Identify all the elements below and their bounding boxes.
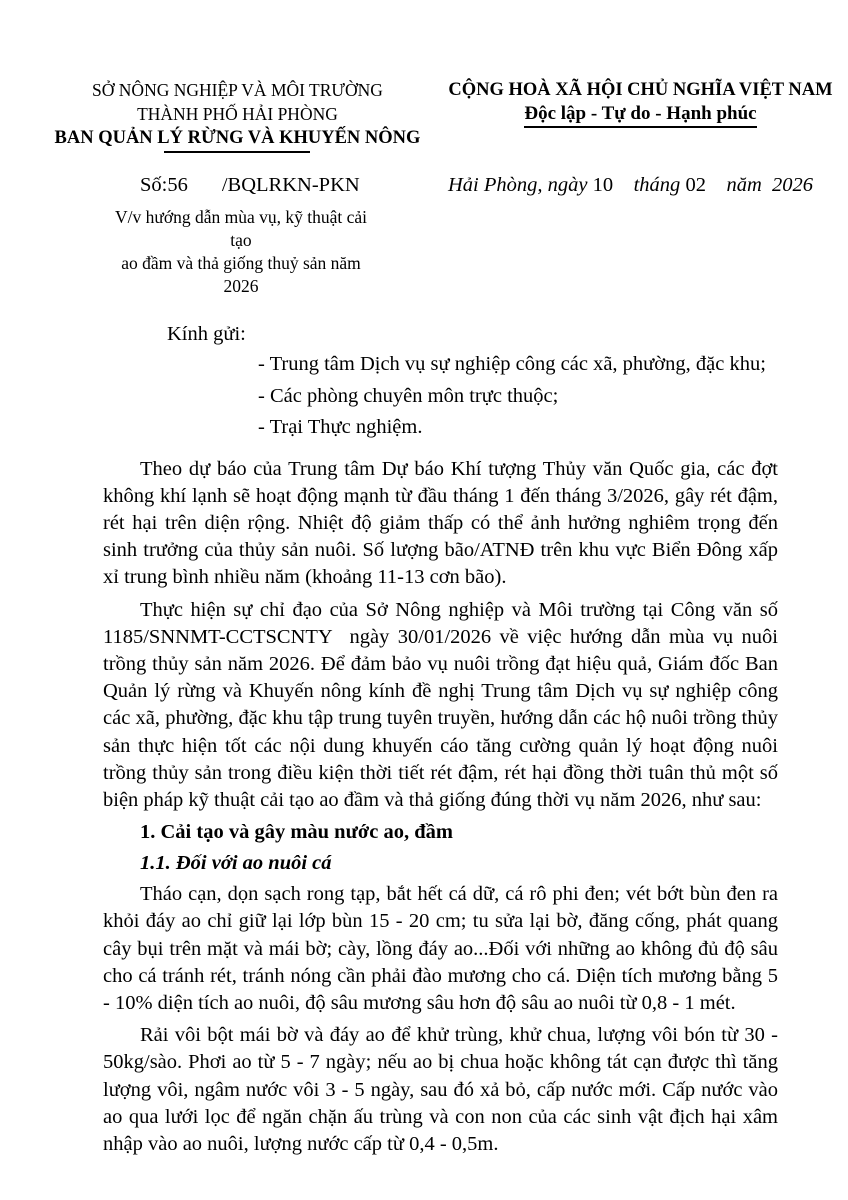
section-heading-1-1: 1.1. Đối với ao nuôi cá	[140, 852, 332, 875]
national-header-block	[447, 78, 834, 153]
document-number-row	[0, 172, 848, 199]
recipient-item: - Trung tâm Dịch vụ sự nghiệp công các xã, phường, đặc khu;	[258, 353, 766, 375]
recipient-item: - Trại Thực nghiệm.	[258, 416, 423, 438]
issuing-org-block	[28, 78, 447, 153]
date-year-label: năm	[705, 174, 772, 196]
org-city-name: THÀNH PHỐ HẢI PHÒNG	[137, 104, 338, 124]
org-name-underline	[164, 151, 310, 153]
document-number-label: Số:56	[140, 174, 188, 196]
date-month-label: tháng	[613, 174, 686, 196]
recipients-label: Kính gửi:	[167, 323, 246, 345]
paragraph-lime-treatment: Rải vôi bột mái bờ và đáy ao để khử trùng, khử chua, lượng vôi bón từ 30 - 50kg/sào. Phơi ao từ 5 - 7 ngày; nếu ao bị chua hoặc không tát cạn được thì tăng lượng vôi, ngâm nước vôi 3 - 5 ngày, sau đó xả bỏ, cấp nước mới. Cấp nước vào ao qua lưới lọc để ngăn chặn ấu trùng và con non của các sinh vật địch hại xâm nhập vào ao nuôi, lượng nước cấp từ 0,4 - 0,5m.	[103, 1024, 778, 1155]
recipients-block	[167, 319, 848, 444]
document-number	[140, 172, 360, 199]
date-year: 2026	[772, 174, 813, 196]
paragraph-pond-preparation: Tháo cạn, dọn sạch rong tạp, bắt hết cá dữ, cá rô phi đen; vét bớt bùn đen ra khỏi đáy ao chỉ giữ lại lớp bùn 15 - 20 cm; tu sửa lại bờ, đăng cống, phát quang cây bụi trên mặt và mái bờ; cày, lồng đáy ao...Đối với những ao không đủ độ sâu cho cá tránh rét, tránh nóng cần phải đào mương cho cá. Diện tích mương bằng 5 - 10% diện tích ao nuôi, độ sâu mương sâu hơn độ sâu ao nuôi từ 0,8 - 1 mét.	[103, 883, 778, 1014]
org-parent-name: SỞ NÔNG NGHIỆP VÀ MÔI TRƯỜNG	[92, 80, 383, 100]
recipient-item: - Các phòng chuyên môn trực thuộc;	[258, 384, 559, 407]
national-title: CỘNG HOÀ XÃ HỘI CHỦ NGHĨA VIỆT NAM	[448, 80, 833, 100]
subject-block	[104, 206, 378, 298]
paragraph-weather-forecast: Theo dự báo của Trung tâm Dự báo Khí tượng Thủy văn Quốc gia, các đợt không khí lạnh sẽ hoạt động mạnh từ đầu tháng 1 đến tháng 3/2026, gây rét đậm, rét hại trên diện rộng. Nhiệt độ giảm thấp có thể ảnh hưởng nghiêm trọng đến sinh trưởng của thủy sản nuôi. Số lượng bão/ATNĐ trên khu vực Biển Đông xấp xỉ trung bình nhiều năm (khoảng 11-13 cơn bão).	[103, 457, 778, 589]
date-day: 10	[592, 174, 614, 196]
recipients-list	[258, 349, 848, 444]
place-date-prefix: Hải Phòng, ngày	[447, 174, 593, 196]
paragraph-directive: Thực hiện sự chỉ đạo của Sở Nông nghiệp và Môi trường tại Công văn số 1185/SNNMT-CCTSCNTY ngày 30/01/2026 về việc hướng dẫn mùa vụ nuôi trồng thủy sản năm 2026. Để đảm bảo vụ nuôi trồng đạt hiệu quả, Giám đốc Ban Quản lý rừng và Khuyến nông kính đề nghị Trung tâm Dịch vụ sự nghiệp công các xã, phường, đặc khu tập trung tuyên truyền, hướng dẫn các hộ nuôi trồng thủy sản thực hiện tốt các nội dung khuyến cáo tăng cường quản lý hoạt động nuôi trồng thủy sản trong điều kiện thời tiết rét đậm, rét hại đồng thời tuân thủ một số biện pháp kỹ thuật cải tạo ao đầm và thả giống đúng thời vụ năm 2026, như sau:	[103, 598, 778, 811]
section-heading-1: 1. Cải tạo và gây màu nước ao, đầm	[140, 821, 453, 844]
document-header	[0, 78, 848, 153]
national-motto: Độc lập - Tự do - Hạnh phúc	[524, 103, 756, 128]
document-symbol: /BQLRKN-PKN	[221, 174, 360, 196]
national-motto-wrap	[447, 103, 834, 128]
date-month: 02	[685, 174, 706, 196]
document-body	[103, 456, 778, 1159]
subject-line-1: V/v hướng dẫn mùa vụ, kỹ thuật cải tạo	[114, 207, 368, 250]
place-date-line	[448, 172, 813, 199]
org-name: BAN QUẢN LÝ RỪNG VÀ KHUYẾN NÔNG	[54, 128, 421, 148]
subject-line-2: ao đầm và thả giống thuỷ sản năm 2026	[121, 253, 361, 296]
